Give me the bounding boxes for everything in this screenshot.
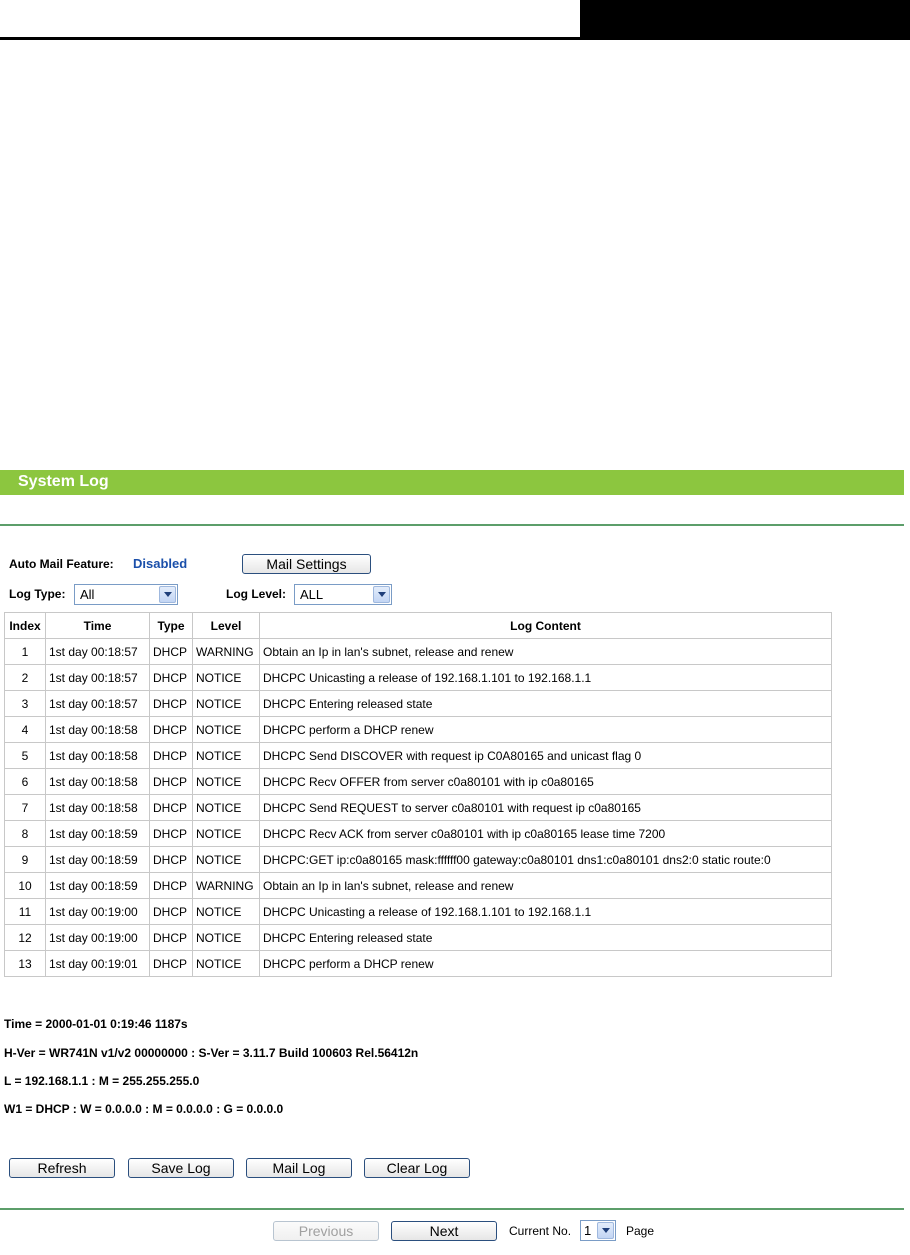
table-row bbox=[5, 951, 832, 977]
cell-time: 1st day 00:18:58 bbox=[46, 717, 150, 743]
cell-type: DHCP bbox=[150, 821, 193, 847]
next-button[interactable]: Next bbox=[391, 1221, 497, 1241]
cell-level: WARNING bbox=[193, 873, 260, 899]
cell-type: DHCP bbox=[150, 639, 193, 665]
refresh-button[interactable]: Refresh bbox=[9, 1158, 115, 1178]
cell-index: 4 bbox=[5, 717, 46, 743]
table-row bbox=[5, 743, 832, 769]
column-header-time: Time bbox=[46, 613, 150, 639]
table-header-row bbox=[5, 613, 832, 639]
column-header-index: Index bbox=[5, 613, 46, 639]
cell-level: NOTICE bbox=[193, 743, 260, 769]
log-level-label: Log Level: bbox=[226, 587, 287, 601]
page-label: Page bbox=[626, 1224, 655, 1238]
column-header-log-content: Log Content bbox=[260, 613, 832, 639]
cell-log-content: DHCPC:GET ip:c0a80165 mask:ffffff00 gateway:c0a80101 dns1:c0a80101 dns2:0 static route:0 bbox=[260, 847, 832, 873]
page-select-value: 1 bbox=[584, 1223, 592, 1238]
lan-info: L = 192.168.1.1 : M = 255.255.255.0 bbox=[4, 1074, 200, 1088]
cell-index: 9 bbox=[5, 847, 46, 873]
cell-log-content: DHCPC Send DISCOVER with request ip C0A80165 and unicast flag 0 bbox=[260, 743, 832, 769]
mail-settings-button[interactable]: Mail Settings bbox=[242, 554, 371, 574]
cell-log-content: Obtain an Ip in lan's subnet, release and renew bbox=[260, 873, 832, 899]
table-row bbox=[5, 795, 832, 821]
cell-level: NOTICE bbox=[193, 769, 260, 795]
top-divider bbox=[0, 524, 904, 526]
time-info: Time = 2000-01-01 0:19:46 1187s bbox=[4, 1017, 188, 1031]
cell-type: DHCP bbox=[150, 769, 193, 795]
cell-level: NOTICE bbox=[193, 665, 260, 691]
version-info: H-Ver = WR741N v1/v2 00000000 : S-Ver = 3.11.7 Build 100603 Rel.56412n bbox=[4, 1046, 419, 1060]
cell-index: 7 bbox=[5, 795, 46, 821]
log-type-label: Log Type: bbox=[9, 587, 66, 601]
cell-level: NOTICE bbox=[193, 691, 260, 717]
table-row bbox=[5, 691, 832, 717]
table-row bbox=[5, 847, 832, 873]
cell-type: DHCP bbox=[150, 925, 193, 951]
table-row bbox=[5, 925, 832, 951]
log-table-body bbox=[5, 639, 832, 977]
log-level-value: ALL bbox=[300, 587, 324, 602]
cell-index: 1 bbox=[5, 639, 46, 665]
table-row bbox=[5, 899, 832, 925]
auto-mail-label: Auto Mail Feature: bbox=[9, 557, 114, 571]
cell-level: NOTICE bbox=[193, 899, 260, 925]
cell-level: NOTICE bbox=[193, 717, 260, 743]
cell-time: 1st day 00:18:59 bbox=[46, 873, 150, 899]
cell-level: NOTICE bbox=[193, 951, 260, 977]
cell-time: 1st day 00:18:57 bbox=[46, 665, 150, 691]
column-header-type: Type bbox=[150, 613, 193, 639]
cell-log-content: DHCPC Entering released state bbox=[260, 925, 832, 951]
page-header-block bbox=[580, 0, 910, 40]
column-header-level: Level bbox=[193, 613, 260, 639]
cell-level: NOTICE bbox=[193, 795, 260, 821]
table-row bbox=[5, 821, 832, 847]
cell-type: DHCP bbox=[150, 665, 193, 691]
table-row bbox=[5, 873, 832, 899]
cell-type: DHCP bbox=[150, 951, 193, 977]
cell-log-content: DHCPC Entering released state bbox=[260, 691, 832, 717]
cell-log-content: DHCPC Recv ACK from server c0a80101 with ip c0a80165 lease time 7200 bbox=[260, 821, 832, 847]
cell-level: NOTICE bbox=[193, 925, 260, 951]
cell-time: 1st day 00:18:57 bbox=[46, 639, 150, 665]
table-row bbox=[5, 769, 832, 795]
cell-log-content: DHCPC Send REQUEST to server c0a80101 with request ip c0a80165 bbox=[260, 795, 832, 821]
cell-level: WARNING bbox=[193, 639, 260, 665]
cell-time: 1st day 00:18:58 bbox=[46, 795, 150, 821]
cell-log-content: DHCPC perform a DHCP renew bbox=[260, 951, 832, 977]
cell-index: 11 bbox=[5, 899, 46, 925]
cell-level: NOTICE bbox=[193, 821, 260, 847]
table-row bbox=[5, 665, 832, 691]
cell-time: 1st day 00:18:58 bbox=[46, 769, 150, 795]
cell-type: DHCP bbox=[150, 795, 193, 821]
cell-time: 1st day 00:18:59 bbox=[46, 847, 150, 873]
cell-index: 2 bbox=[5, 665, 46, 691]
log-type-value: All bbox=[80, 587, 95, 602]
log-table bbox=[4, 612, 832, 977]
cell-log-content: DHCPC Unicasting a release of 192.168.1.101 to 192.168.1.1 bbox=[260, 665, 832, 691]
cell-index: 13 bbox=[5, 951, 46, 977]
cell-time: 1st day 00:19:00 bbox=[46, 925, 150, 951]
cell-time: 1st day 00:18:58 bbox=[46, 743, 150, 769]
cell-log-content: DHCPC Unicasting a release of 192.168.1.101 to 192.168.1.1 bbox=[260, 899, 832, 925]
cell-log-content: DHCPC perform a DHCP renew bbox=[260, 717, 832, 743]
cell-time: 1st day 00:18:57 bbox=[46, 691, 150, 717]
cell-type: DHCP bbox=[150, 717, 193, 743]
cell-level: NOTICE bbox=[193, 847, 260, 873]
chevron-down-icon[interactable] bbox=[373, 586, 390, 603]
wan-info: W1 = DHCP : W = 0.0.0.0 : M = 0.0.0.0 : G = 0.0.0.0 bbox=[4, 1102, 284, 1116]
cell-time: 1st day 00:19:00 bbox=[46, 899, 150, 925]
title-bar bbox=[0, 470, 904, 495]
page-select[interactable] bbox=[580, 1220, 616, 1241]
current-no-label: Current No. bbox=[509, 1224, 572, 1238]
cell-log-content: Obtain an Ip in lan's subnet, release and renew bbox=[260, 639, 832, 665]
cell-index: 5 bbox=[5, 743, 46, 769]
cell-index: 6 bbox=[5, 769, 46, 795]
page-header-rule bbox=[0, 37, 580, 40]
table-row bbox=[5, 639, 832, 665]
save-log-button[interactable]: Save Log bbox=[128, 1158, 234, 1178]
cell-type: DHCP bbox=[150, 899, 193, 925]
cell-index: 12 bbox=[5, 925, 46, 951]
cell-index: 10 bbox=[5, 873, 46, 899]
cell-log-content: DHCPC Recv OFFER from server c0a80101 with ip c0a80165 bbox=[260, 769, 832, 795]
table-row bbox=[5, 717, 832, 743]
cell-type: DHCP bbox=[150, 847, 193, 873]
cell-type: DHCP bbox=[150, 691, 193, 717]
cell-type: DHCP bbox=[150, 743, 193, 769]
chevron-down-icon[interactable] bbox=[597, 1222, 614, 1239]
chevron-down-icon[interactable] bbox=[159, 586, 176, 603]
auto-mail-status: Disabled bbox=[133, 556, 188, 571]
log-level-select[interactable] bbox=[294, 584, 392, 605]
cell-type: DHCP bbox=[150, 873, 193, 899]
log-type-select[interactable] bbox=[74, 584, 178, 605]
clear-log-button[interactable]: Clear Log bbox=[364, 1158, 470, 1178]
bottom-divider bbox=[0, 1208, 904, 1210]
previous-button[interactable]: Previous bbox=[273, 1221, 379, 1241]
mail-log-button[interactable]: Mail Log bbox=[246, 1158, 352, 1178]
page-title: System Log bbox=[18, 473, 109, 490]
cell-time: 1st day 00:18:59 bbox=[46, 821, 150, 847]
cell-time: 1st day 00:19:01 bbox=[46, 951, 150, 977]
cell-index: 3 bbox=[5, 691, 46, 717]
cell-index: 8 bbox=[5, 821, 46, 847]
